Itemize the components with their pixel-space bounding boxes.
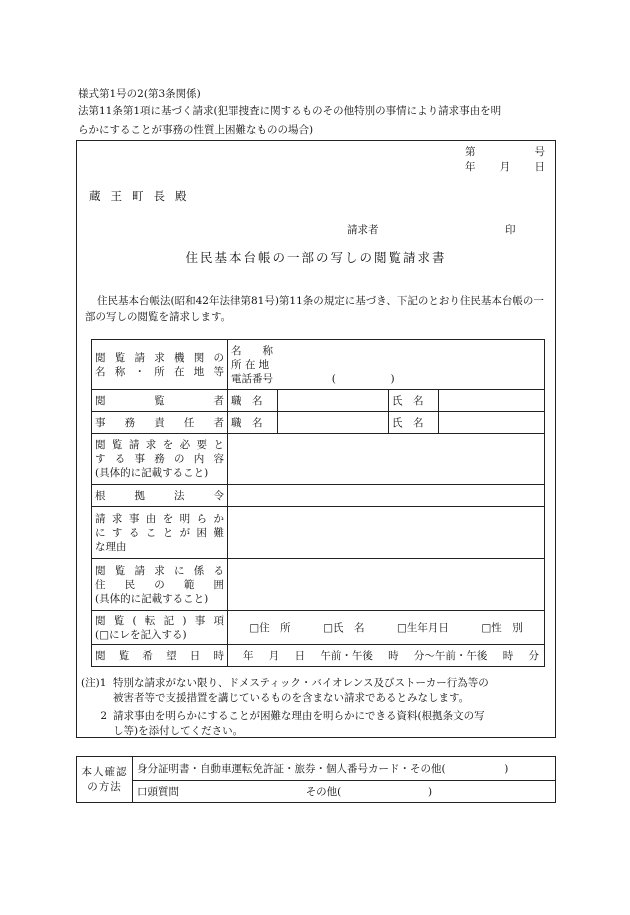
date-year: 年 bbox=[243, 650, 254, 662]
heading-line-1: 法第11条第1項に基づく請求(犯罪捜査に関するものその他特別の事情により請求事由を明 bbox=[78, 105, 502, 117]
viewer-name-label: 氏 名 bbox=[389, 390, 439, 412]
date-label-text: 閲 覧 希 望 日 時 bbox=[95, 650, 224, 662]
viewer-row bbox=[92, 390, 545, 412]
note-2-line-2: し等)を添付してください。 bbox=[113, 725, 244, 737]
difficulty-label-line-2: に す る こ と が 困 難 bbox=[95, 526, 224, 539]
scope-field[interactable] bbox=[228, 559, 545, 611]
org-label-line-2: 名 称 ・ 所 在 地 等 bbox=[95, 365, 224, 378]
note-2-key: 2 bbox=[100, 710, 107, 722]
date-row bbox=[92, 645, 545, 667]
viewer-position-field[interactable] bbox=[278, 390, 389, 412]
verification-option-documents[interactable] bbox=[133, 757, 556, 781]
scope-label-line-1: 閲 覧 請 求 に 係 る bbox=[95, 564, 224, 577]
scope-label-line-2: 住 民 の 範 囲 bbox=[95, 578, 224, 591]
date-field[interactable] bbox=[228, 645, 545, 667]
org-row bbox=[92, 340, 545, 390]
manager-name-field[interactable] bbox=[439, 412, 545, 434]
scope-label-line-3: (具体的に記載すること) bbox=[95, 592, 209, 605]
difficulty-field[interactable] bbox=[228, 507, 545, 559]
viewer-name-field[interactable] bbox=[439, 390, 545, 412]
scope-label bbox=[92, 559, 228, 611]
org-address-label: 所 在 地 bbox=[231, 358, 270, 371]
difficulty-row bbox=[92, 507, 545, 559]
dai-label: 第 bbox=[465, 146, 476, 158]
items-label-line-1: 閲 覧 ( 転 記 ) 事 項 bbox=[95, 614, 224, 627]
purpose-label-line-3: (具体的に記載すること) bbox=[95, 467, 209, 479]
org-phone-line bbox=[231, 372, 541, 386]
manager-position-field[interactable] bbox=[278, 412, 389, 434]
note-1-key: (注)1 bbox=[81, 677, 107, 689]
addressee: 蔵王町長殿 bbox=[89, 189, 197, 203]
month-label: 月 bbox=[499, 161, 511, 173]
verification-option-1-close: ) bbox=[504, 763, 509, 775]
document-number-line bbox=[465, 144, 545, 159]
requester-label: 請求者 bbox=[347, 224, 379, 236]
purpose-field[interactable] bbox=[228, 434, 545, 485]
items-label bbox=[92, 611, 228, 645]
document-title: 住民基本台帳の一部の写しの閲覧請求書 bbox=[185, 250, 447, 265]
basis-label bbox=[92, 485, 228, 507]
org-phone-label: 電話番号 bbox=[231, 372, 273, 385]
manager-row bbox=[92, 412, 545, 434]
go-label: 号 bbox=[534, 146, 545, 158]
verification-option-2-other: その他( bbox=[305, 786, 342, 798]
checkbox-name[interactable]: □氏 名 bbox=[323, 622, 365, 634]
difficulty-label bbox=[92, 507, 228, 559]
date-day: 日 bbox=[294, 650, 306, 662]
viewer-label bbox=[92, 390, 228, 412]
items-field bbox=[228, 611, 545, 645]
basis-label-text: 根 拠 法 令 bbox=[95, 490, 224, 502]
purpose-label-line-2: す る 事 務 の 内 容 bbox=[95, 453, 224, 465]
org-label-line-1: 閲 覧 請 求 機 関 の bbox=[95, 351, 224, 364]
date-label bbox=[92, 645, 228, 667]
note-1-line-1: 特別な請求がない限り、ドメスティック・バイオレンス及びストーカー行為等の bbox=[113, 677, 489, 689]
basis-field[interactable] bbox=[228, 485, 545, 507]
notes bbox=[81, 676, 553, 739]
date-hour-start: 時 bbox=[388, 650, 399, 662]
date-minute-range: 分〜午前・午後 bbox=[413, 650, 488, 662]
heading-line-2: らかにすることが事務の性質上困難なものの場合) bbox=[78, 124, 314, 136]
day-label: 日 bbox=[534, 161, 545, 173]
manager-label bbox=[92, 412, 228, 434]
verification-row-1 bbox=[77, 757, 556, 781]
identity-verification-table bbox=[76, 756, 556, 803]
date-ampm-start: 午前・午後 bbox=[320, 650, 373, 662]
manager-label-text: 事 務 責 任 者 bbox=[95, 417, 224, 429]
difficulty-label-line-3: な理由 bbox=[95, 540, 127, 553]
request-table bbox=[91, 339, 545, 667]
verification-option-oral[interactable] bbox=[133, 781, 556, 803]
form-number: 様式第1号の2(第3条関係) bbox=[78, 88, 201, 100]
basis-row bbox=[92, 485, 545, 507]
date-hour-end: 時 bbox=[502, 650, 514, 662]
checkbox-gender[interactable]: □性 別 bbox=[481, 622, 523, 634]
date-minute-end: 分 bbox=[528, 650, 539, 662]
checkbox-birthdate[interactable]: □生年月日 bbox=[396, 622, 449, 634]
purpose-label-line-1: 閲 覧 請 求 を 必 要 と bbox=[95, 439, 224, 451]
viewer-position-label: 職 名 bbox=[228, 390, 278, 412]
intro-text: 住民基本台帳法(昭和42年法律第81号)第11条の規定に基づき、下記のとおり住民基本台帳の一部の写しの閲覧を請求します。 bbox=[85, 295, 544, 323]
seal-mark: 印 bbox=[505, 224, 516, 236]
verification-option-1-text: 身分証明書・自動車運転免許証・旅券・個人番号カード・その他( bbox=[137, 763, 446, 775]
scope-row bbox=[92, 559, 545, 611]
verification-row-2 bbox=[77, 781, 556, 803]
date-month: 月 bbox=[268, 650, 280, 662]
difficulty-label-line-1: 請 求 事 由 を 明 ら か bbox=[95, 512, 224, 525]
request-form bbox=[76, 140, 556, 738]
note-1-line-2: 被害者等で支援措置を講じているものを含まない請求であるとみなします。 bbox=[113, 692, 470, 704]
checkbox-address[interactable]: □住 所 bbox=[249, 622, 291, 634]
org-name-label: 名 称 bbox=[231, 344, 273, 357]
verification-label-line-2: の方法 bbox=[87, 780, 122, 793]
purpose-row bbox=[92, 434, 545, 485]
viewer-label-text: 閲 覧 者 bbox=[95, 395, 224, 407]
phone-paren-open: ( bbox=[331, 372, 336, 385]
org-label bbox=[92, 340, 228, 390]
manager-name-label: 氏 名 bbox=[389, 412, 439, 434]
manager-position-label: 職 名 bbox=[228, 412, 278, 434]
date-line bbox=[465, 159, 545, 174]
org-field[interactable] bbox=[228, 340, 545, 390]
verification-option-2-text: 口頭質問 bbox=[137, 786, 179, 798]
year-label: 年 bbox=[465, 161, 476, 173]
verification-label bbox=[77, 757, 133, 803]
verification-option-2-close: ) bbox=[427, 786, 433, 798]
note-2-line-1: 請求事由を明らかにすることが困難な理由を明らかにできる資料(根拠条文の写 bbox=[113, 710, 485, 722]
phone-paren-close: ) bbox=[390, 372, 395, 385]
purpose-label bbox=[92, 434, 228, 485]
items-row bbox=[92, 611, 545, 645]
verification-label-line-1: 本人確認 bbox=[81, 765, 128, 778]
items-label-line-2: (□にレを記入する) bbox=[95, 628, 187, 641]
